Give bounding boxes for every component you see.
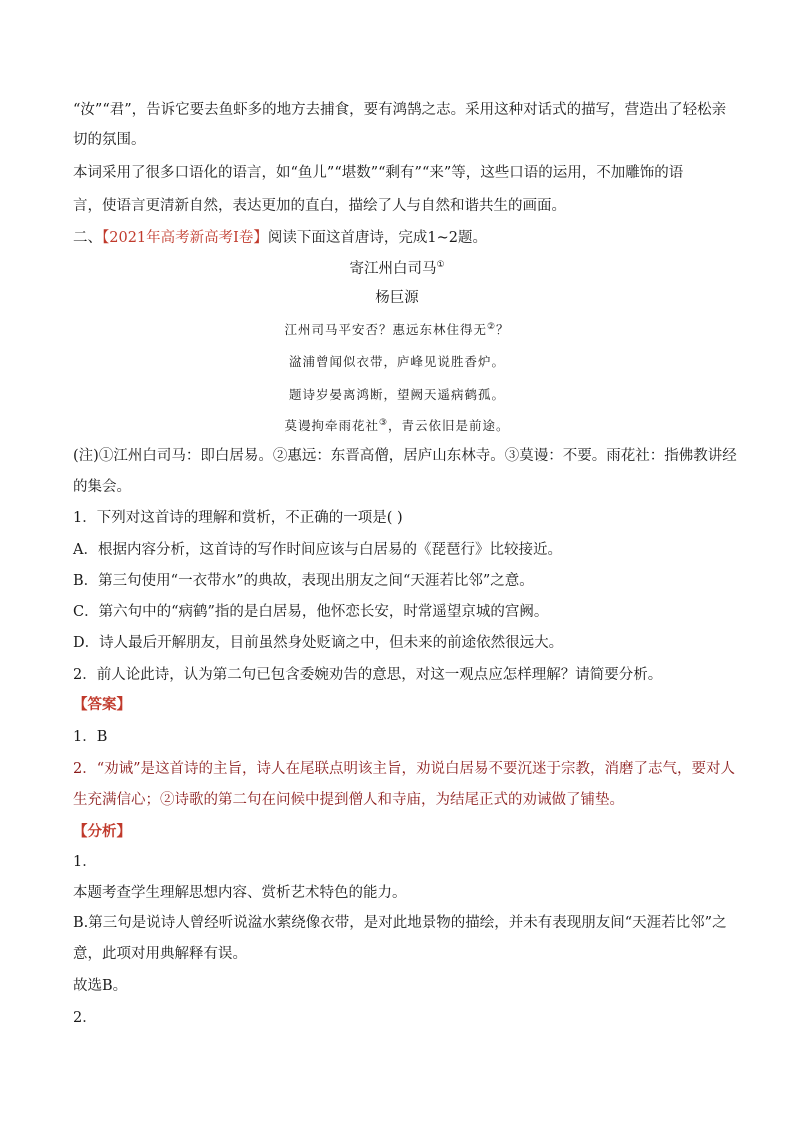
poem-line-1 bbox=[0, 320, 794, 340]
section-source: 【2021年高考新高考Ⅰ卷】 bbox=[102, 230, 268, 246]
section-prefix: 二、 bbox=[73, 230, 102, 246]
answer-1: 1．B bbox=[73, 729, 108, 745]
poem-line-1-end: ？ bbox=[496, 322, 510, 337]
poem-title bbox=[0, 259, 794, 279]
poem-line-4 bbox=[0, 416, 794, 436]
poem-line-1-text: 江州司马平安否？惠远东林住得无 bbox=[284, 322, 487, 337]
option-c: C．第六句中的“病鹤”指的是白居易，他怀恋长安，时常遥望京城的宫阙。 bbox=[73, 604, 549, 620]
poem-title-note: ① bbox=[436, 260, 445, 271]
analysis-conclusion: 故选B。 bbox=[73, 978, 128, 994]
option-a: A．根据内容分析，这首诗的写作时间应该与白居易的《琵琶行》比较接近。 bbox=[73, 542, 562, 558]
intro-line-1: “汝”“君”，告诉它要去鱼虾多的地方去捕食，要有鸿鹄之志。采用这种对话式的描写，营造出了轻松亲 bbox=[73, 102, 727, 118]
analysis-number-1: 1． bbox=[73, 854, 97, 870]
intro-line-3: 本词采用了很多口语化的语言，如“鱼儿”“堪数”“剩有”“来”等，这些口语的运用，不加雕饰的语 bbox=[73, 165, 684, 181]
answer-2-line-1: 2．“劝诫”是这首诗的主旨，诗人在尾联点明该主旨，劝说白居易不要沉迷于宗教，消磨了志气，要对人 bbox=[73, 761, 736, 777]
poem-title-text: 寄江州白司马 bbox=[349, 261, 437, 277]
question-2: 2．前人论此诗，认为第二句已包含委婉劝告的意思，对这一观点应怎样理解？请简要分析。 bbox=[73, 667, 663, 683]
analysis-paragraph-2-line-2: 意，此项对用典解释有误。 bbox=[73, 946, 247, 962]
notes-line-1: (注)①江州白司马：即白居易。②惠远：东晋高僧，居庐山东林寺。③莫谩：不要。雨花社：指佛教讲经 bbox=[73, 448, 737, 464]
poem-line-4-end: ，青云依旧是前途。 bbox=[388, 418, 510, 433]
poem-line-4-text: 莫谩拘牵雨花社 bbox=[284, 418, 379, 433]
poem-line-3: 题诗岁晏离鸿断，望阙天遥病鹤孤。 bbox=[288, 387, 505, 402]
poem-line-4-note: ③ bbox=[378, 417, 389, 428]
section-instruction: 阅读下面这首唐诗，完成1~2题。 bbox=[267, 230, 487, 246]
analysis-number-2: 2． bbox=[73, 1010, 97, 1026]
section-heading bbox=[73, 228, 733, 248]
analysis-paragraph-2-line-1: B.第三句是说诗人曾经听说湓水萦绕像衣带，是对此地景物的描绘，并未有表现朋友间“天涯若比邻”之 bbox=[73, 915, 727, 931]
poem-line-1-note: ② bbox=[486, 321, 497, 332]
answer-heading: 【答案】 bbox=[73, 696, 131, 713]
analysis-heading: 【分析】 bbox=[73, 823, 131, 840]
poem-line-2: 湓浦曾闻似衣带，庐峰见说胜香炉。 bbox=[288, 354, 505, 369]
poem-author: 杨巨源 bbox=[375, 290, 419, 306]
intro-line-2: 切的氛围。 bbox=[73, 132, 146, 148]
answer-2-line-2: 生充满信心；②诗歌的第二句在问候中提到僧人和寺庙，为结尾正式的劝诫做了铺垫。 bbox=[73, 792, 624, 808]
analysis-paragraph-1: 本题考查学生理解思想内容、赏析艺术特色的能力。 bbox=[73, 885, 407, 901]
option-d: D．诗人最后开解朋友，目前虽然身处贬谪之中，但未来的前途依然很远大。 bbox=[73, 635, 564, 651]
notes-line-2: 的集会。 bbox=[73, 479, 131, 495]
option-b: B．第三句使用“一衣带水”的典故，表现出朋友之间“天涯若比邻”之意。 bbox=[73, 573, 534, 589]
intro-line-4: 言，使语言更清新自然，表达更加的直白，描绘了人与自然和谐共生的画面。 bbox=[73, 198, 566, 214]
question-1: 1．下列对这首诗的理解和赏析，不正确的一项是( ) bbox=[73, 510, 403, 526]
